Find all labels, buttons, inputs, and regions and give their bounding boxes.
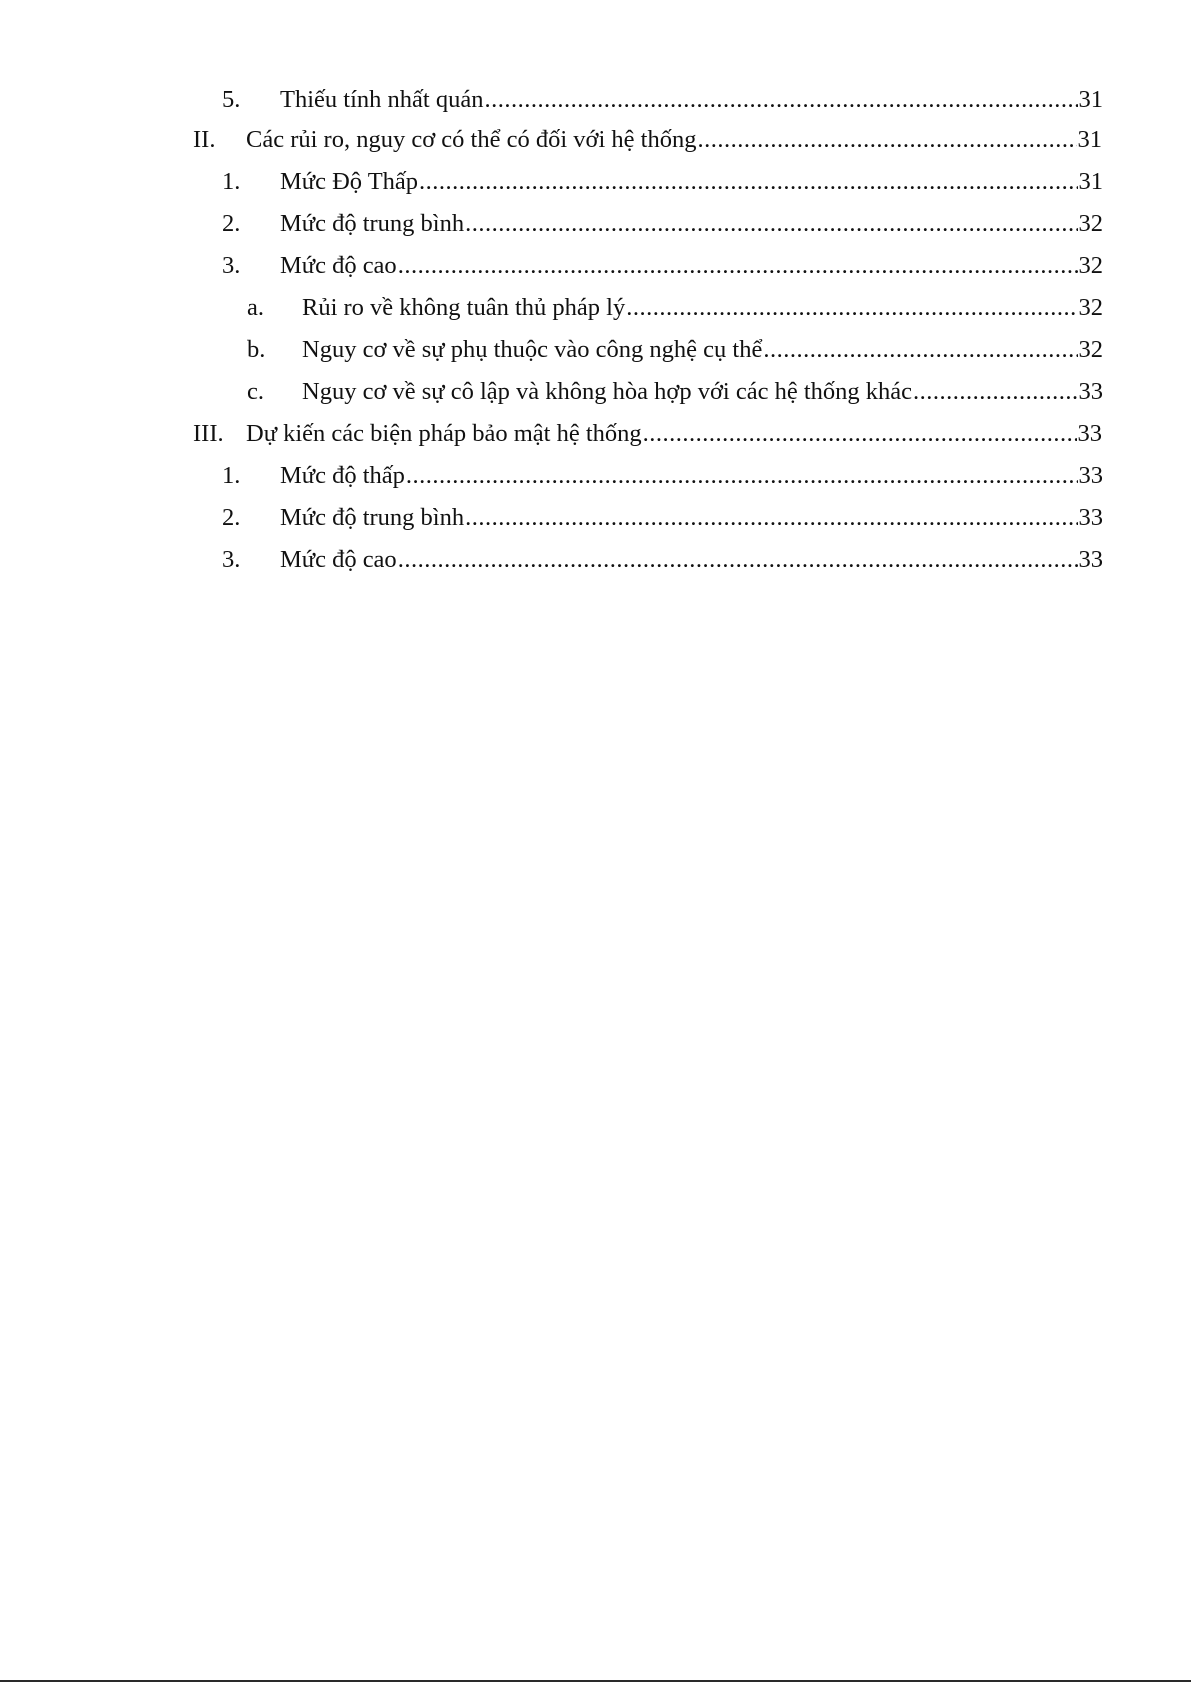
toc-entry-number: 3. [222,252,241,279]
toc-entry-title: Nguy cơ về sự phụ thuộc vào công nghệ cụ thể [302,336,763,363]
toc-entry-page: 31 [1078,168,1103,195]
toc-entry-page: 32 [1078,294,1103,321]
toc-dot-leader [398,540,1078,580]
toc-entry-page: 33 [1078,504,1103,531]
toc-dot-leader [406,456,1078,496]
toc-entry-title: Các rủi ro, nguy cơ có thể có đối với hệ thống [246,126,697,153]
toc-entry-page: 33 [1078,378,1103,405]
toc-entry-page: 32 [1078,210,1103,237]
toc-entry[interactable] [193,414,1102,454]
toc-entry[interactable] [222,246,1103,286]
toc-entry-page: 31 [1077,126,1102,153]
page-bottom-rule [0,1680,1191,1682]
toc-entry-title: Nguy cơ về sự cô lập và không hòa hợp với các hệ thống khác [302,378,913,405]
toc-entry[interactable] [247,288,1103,328]
toc-entry-number: 1. [222,462,241,489]
toc-dot-leader [419,162,1077,202]
toc-entry-page: 32 [1078,336,1103,363]
toc-entry-page: 31 [1078,86,1103,113]
toc-entry-title: Mức độ cao [280,252,397,279]
toc-entry-number: 1. [222,168,241,195]
toc-dot-leader [763,330,1077,370]
toc-entry-number: a. [247,294,264,321]
toc-entry-number: b. [247,336,266,363]
toc-entry[interactable] [247,330,1103,370]
toc-entry-title: Mức độ trung bình [280,210,465,237]
toc-entry-number: II. [193,126,216,153]
toc-entry-number: c. [247,378,264,405]
toc-entry[interactable] [222,162,1103,202]
toc-dot-leader [913,372,1077,412]
toc-entry-number: III. [193,420,224,447]
toc-entry[interactable] [222,204,1103,244]
toc-entry[interactable] [222,456,1103,496]
toc-entry[interactable] [222,498,1103,538]
toc-dot-leader [465,498,1077,538]
toc-entry-page: 32 [1078,252,1103,279]
toc-dot-leader [465,204,1077,244]
toc-entry-number: 2. [222,210,241,237]
toc-entry-title: Thiếu tính nhất quán [280,86,484,113]
toc-entry-title: Dự kiến các biện pháp bảo mật hệ thống [246,420,642,447]
toc-entry-title: Mức độ thấp [280,462,405,489]
toc-entry-number: 5. [222,86,241,113]
toc-entry[interactable] [247,372,1103,412]
toc-entry-title: Mức Độ Thấp [280,168,419,195]
toc-dot-leader [398,246,1078,286]
toc-entry-title: Mức độ trung bình [280,504,465,531]
toc-entry[interactable] [222,540,1103,580]
toc-entry-number: 2. [222,504,241,531]
toc-entry[interactable] [222,80,1103,120]
toc-entry-page: 33 [1078,462,1103,489]
toc-entry-page: 33 [1078,546,1103,573]
toc-entry-title: Mức độ cao [280,546,397,573]
toc-dot-leader [697,120,1076,160]
toc-dot-leader [643,414,1077,454]
toc-dot-leader [626,288,1077,328]
toc-entry[interactable] [193,120,1102,160]
toc-entry-page: 33 [1077,420,1102,447]
toc-entry-number: 3. [222,546,241,573]
toc-entry-title: Rủi ro về không tuân thủ pháp lý [302,294,626,321]
toc-dot-leader [484,80,1077,120]
